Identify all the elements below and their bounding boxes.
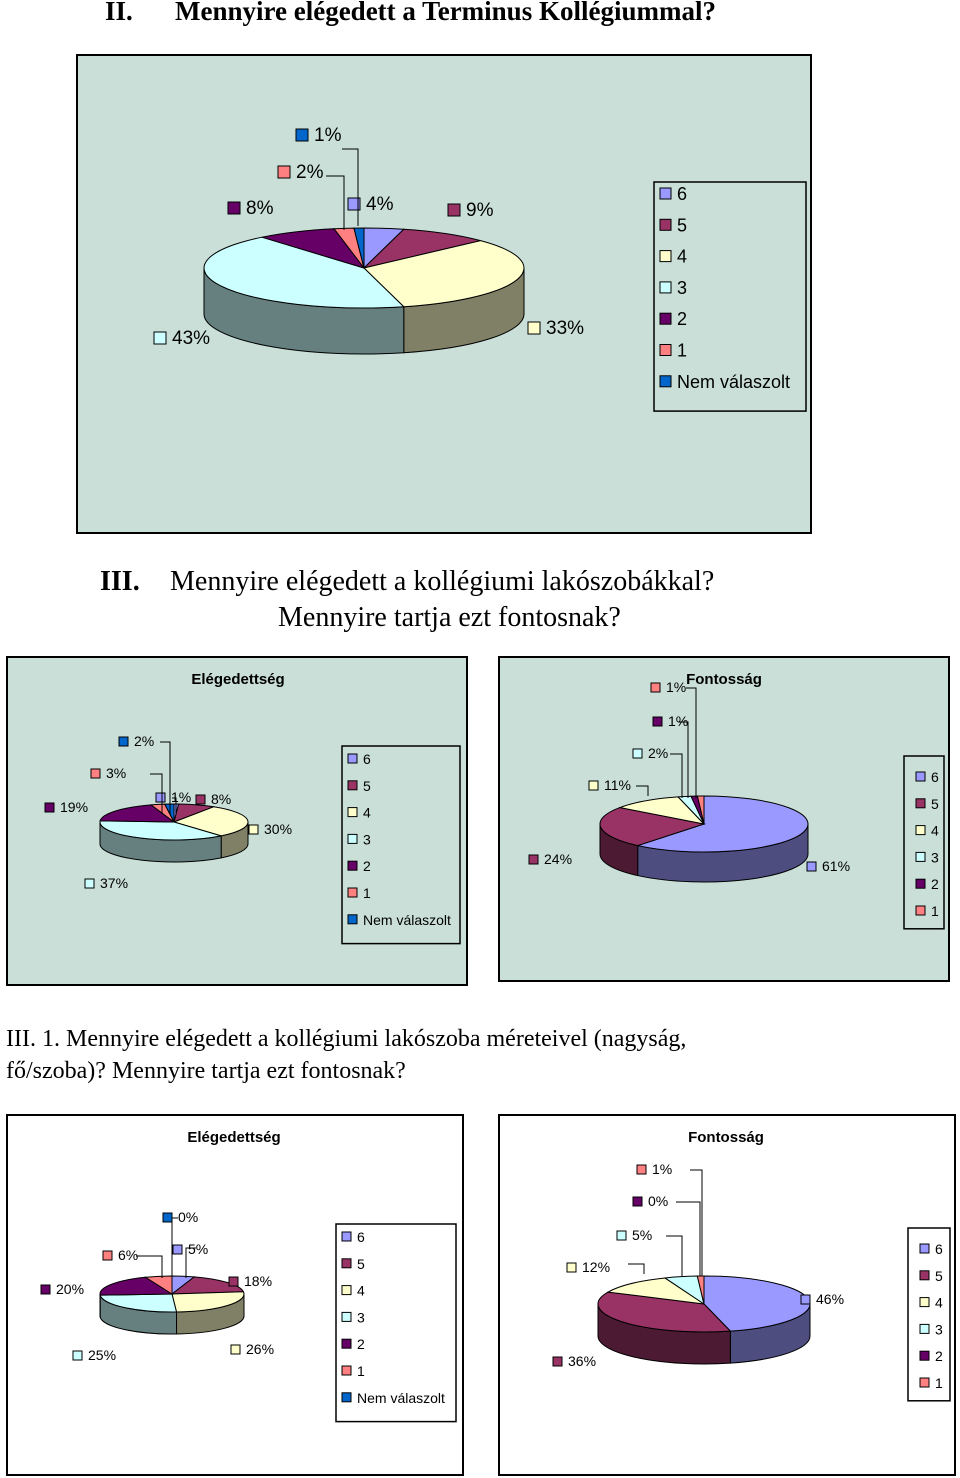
- data-label-1: 6%: [118, 1247, 139, 1263]
- section-iii-title-line2: Mennyire tartja ezt fontosnak?: [278, 602, 621, 633]
- legend-label: 4: [363, 804, 371, 821]
- pie-slices: [100, 1276, 244, 1312]
- legend-label: 3: [357, 1309, 365, 1326]
- legend-swatch-Nem válaszolt: [660, 376, 671, 387]
- legend-swatch-4: [916, 826, 925, 835]
- data-label-6: 4%: [366, 194, 394, 215]
- label-marker-2: [45, 803, 54, 812]
- legend-label: 5: [363, 777, 371, 794]
- label-marker-5: [196, 795, 205, 804]
- legend-swatch-5: [920, 1271, 929, 1280]
- section-iii-number: III.: [100, 566, 140, 597]
- legend-label: 3: [363, 831, 371, 848]
- section-ii-number: II.: [105, 0, 133, 26]
- legend-swatch-4: [342, 1286, 351, 1295]
- section-iii-heading: [100, 566, 714, 598]
- chart-iii-1-importance: [498, 1114, 956, 1476]
- legend-label: 3: [931, 849, 939, 866]
- label-marker-6: [801, 1295, 810, 1304]
- legend-swatch-1: [342, 1366, 351, 1375]
- legend-label: 2: [363, 858, 371, 875]
- legend-label: Nem válaszolt: [677, 371, 791, 392]
- legend-swatch-3: [916, 852, 925, 861]
- legend-swatch-6: [342, 1232, 351, 1241]
- legend-label: 5: [931, 795, 939, 812]
- data-label-4: 26%: [246, 1341, 275, 1357]
- data-label-4: 33%: [546, 318, 585, 339]
- label-marker-Nem válaszolt: [163, 1213, 172, 1222]
- legend-swatch-4: [660, 251, 671, 262]
- chart-iii-importance: [498, 656, 950, 982]
- label-marker-1: [651, 683, 660, 692]
- label-marker-4: [231, 1345, 240, 1354]
- legend-label: 6: [931, 769, 939, 785]
- legend: [904, 756, 944, 929]
- legend-label: 2: [935, 1348, 943, 1365]
- section-ii-title: Mennyire elégedett a Terminus Kollégiummal?: [175, 0, 716, 26]
- legend-label: 4: [357, 1282, 365, 1299]
- legend: [654, 182, 806, 411]
- label-marker-Nem válaszolt: [296, 129, 308, 141]
- legend-label: 1: [935, 1375, 943, 1391]
- label-marker-2: [228, 202, 240, 214]
- data-label-1: 1%: [652, 1161, 673, 1177]
- data-label-5: 24%: [544, 851, 573, 867]
- section-iii-title-line1: Mennyire elégedett a kollégiumi lakószobákkal?: [170, 566, 715, 597]
- legend-label: 1: [931, 903, 939, 919]
- section-ii-heading: [105, 0, 716, 27]
- label-marker-2: [633, 1197, 642, 1206]
- label-marker-3: [154, 332, 166, 344]
- data-label-Nem válaszolt: 0%: [178, 1209, 199, 1225]
- legend-label: 1: [677, 340, 688, 361]
- legend-label: 6: [357, 1229, 365, 1245]
- data-label-3: 25%: [88, 1347, 117, 1363]
- legend-label: 5: [935, 1267, 943, 1284]
- legend-label: 2: [677, 309, 688, 330]
- data-label-2: 19%: [60, 799, 89, 815]
- label-marker-2: [653, 717, 662, 726]
- legend-label: Nem válaszolt: [363, 911, 451, 928]
- label-marker-6: [173, 1245, 182, 1254]
- legend-swatch-3: [348, 834, 357, 843]
- label-marker-5: [529, 855, 538, 864]
- data-label-4: 11%: [604, 777, 631, 793]
- legend: [336, 1224, 456, 1422]
- legend-label: 6: [363, 751, 371, 767]
- label-marker-3: [85, 879, 94, 888]
- section-iii-1-title-line1: III. 1. Mennyire elégedett a kollégiumi lakószoba méreteivel (nagyság,: [6, 1026, 687, 1052]
- legend: [908, 1228, 950, 1401]
- label-marker-2: [41, 1285, 50, 1294]
- legend-label: 4: [931, 822, 939, 839]
- chart-title: Elégedettség: [191, 671, 285, 688]
- legend: [342, 746, 460, 944]
- data-label-4: 30%: [264, 821, 293, 837]
- legend-swatch-1: [920, 1378, 929, 1387]
- legend-swatch-1: [916, 906, 925, 915]
- legend-label: 1: [357, 1363, 365, 1379]
- data-label-6: 46%: [816, 1291, 845, 1307]
- label-marker-1: [91, 769, 100, 778]
- legend-label: 3: [677, 277, 688, 298]
- pie-slices: [100, 804, 248, 840]
- label-marker-6: [156, 793, 165, 802]
- legend-swatch-1: [660, 345, 671, 356]
- label-marker-1: [103, 1251, 112, 1260]
- legend-swatch-6: [920, 1244, 929, 1253]
- legend-label: 5: [677, 215, 688, 236]
- pie-slices: [204, 228, 524, 308]
- data-label-5: 36%: [568, 1353, 597, 1369]
- chart-title: Fontosság: [686, 671, 762, 688]
- chart-iii-satisfaction: [6, 656, 468, 986]
- chart-ii-satisfaction: [76, 54, 812, 534]
- legend-swatch-2: [660, 313, 671, 324]
- data-label-1: 2%: [296, 162, 324, 183]
- label-marker-3: [617, 1231, 626, 1240]
- legend-swatch-4: [920, 1298, 929, 1307]
- label-marker-Nem válaszolt: [119, 737, 128, 746]
- legend-label: 6: [677, 184, 688, 204]
- legend-swatch-3: [342, 1312, 351, 1321]
- label-marker-5: [448, 204, 460, 216]
- label-marker-5: [553, 1357, 562, 1366]
- legend-swatch-3: [920, 1324, 929, 1333]
- legend-swatch-6: [660, 188, 671, 199]
- legend-swatch-2: [342, 1339, 351, 1348]
- chart-title: Elégedettség: [187, 1129, 281, 1146]
- legend-label: 6: [935, 1241, 943, 1257]
- label-marker-4: [528, 322, 540, 334]
- section-iii-1-title-line2: fő/szoba)? Mennyire tartja ezt fontosnak?: [6, 1058, 406, 1084]
- data-label-1: 1%: [666, 679, 687, 695]
- legend-swatch-2: [920, 1351, 929, 1360]
- legend-swatch-4: [348, 808, 357, 817]
- legend-swatch-5: [348, 781, 357, 790]
- data-label-5: 9%: [466, 200, 494, 221]
- legend-swatch-5: [916, 799, 925, 808]
- legend-label: 4: [677, 246, 688, 267]
- data-label-5: 18%: [244, 1273, 273, 1289]
- data-label-6: 1%: [171, 789, 192, 805]
- data-label-3: 2%: [648, 745, 669, 761]
- data-label-Nem válaszolt: 1%: [314, 125, 342, 146]
- legend-swatch-1: [348, 888, 357, 897]
- label-marker-5: [229, 1277, 238, 1286]
- data-label-2: 0%: [648, 1193, 669, 1209]
- legend-swatch-2: [916, 879, 925, 888]
- data-label-4: 12%: [582, 1259, 611, 1275]
- label-marker-1: [278, 166, 290, 178]
- legend-swatch-Nem válaszolt: [348, 915, 357, 924]
- label-marker-1: [637, 1165, 646, 1174]
- legend-label: 3: [935, 1321, 943, 1338]
- data-label-2: 1%: [668, 713, 689, 729]
- legend-swatch-5: [342, 1259, 351, 1268]
- legend-swatch-6: [348, 754, 357, 763]
- label-marker-3: [633, 749, 642, 758]
- chart-iii-1-satisfaction: [6, 1114, 464, 1476]
- legend-label: Nem válaszolt: [357, 1389, 445, 1406]
- legend-swatch-6: [916, 772, 925, 781]
- label-marker-3: [73, 1351, 82, 1360]
- data-label-6: 5%: [188, 1241, 209, 1257]
- chart-title: Fontosság: [688, 1129, 764, 1146]
- label-marker-4: [589, 781, 598, 790]
- pie-slices: [600, 796, 808, 852]
- legend-label: 5: [357, 1255, 365, 1272]
- label-marker-4: [567, 1263, 576, 1272]
- label-marker-6: [807, 862, 816, 871]
- data-label-2: 20%: [56, 1281, 85, 1297]
- legend-label: 2: [357, 1336, 365, 1353]
- legend-swatch-2: [348, 861, 357, 870]
- data-label-5: 8%: [211, 791, 232, 807]
- data-label-3: 43%: [172, 328, 211, 349]
- label-marker-4: [249, 825, 258, 834]
- data-label-3: 5%: [632, 1227, 653, 1243]
- data-label-6: 61%: [822, 858, 851, 874]
- data-label-1: 3%: [106, 765, 127, 781]
- data-label-2: 8%: [246, 198, 274, 219]
- legend-label: 4: [935, 1294, 943, 1311]
- legend-label: 1: [363, 885, 371, 901]
- legend-swatch-3: [660, 282, 671, 293]
- legend-swatch-5: [660, 219, 671, 230]
- legend-box: [908, 1228, 950, 1401]
- data-label-Nem válaszolt: 2%: [134, 733, 155, 749]
- data-label-3: 37%: [100, 875, 129, 891]
- pie-slices: [598, 1276, 810, 1332]
- legend-label: 2: [931, 876, 939, 893]
- legend-swatch-Nem válaszolt: [342, 1393, 351, 1402]
